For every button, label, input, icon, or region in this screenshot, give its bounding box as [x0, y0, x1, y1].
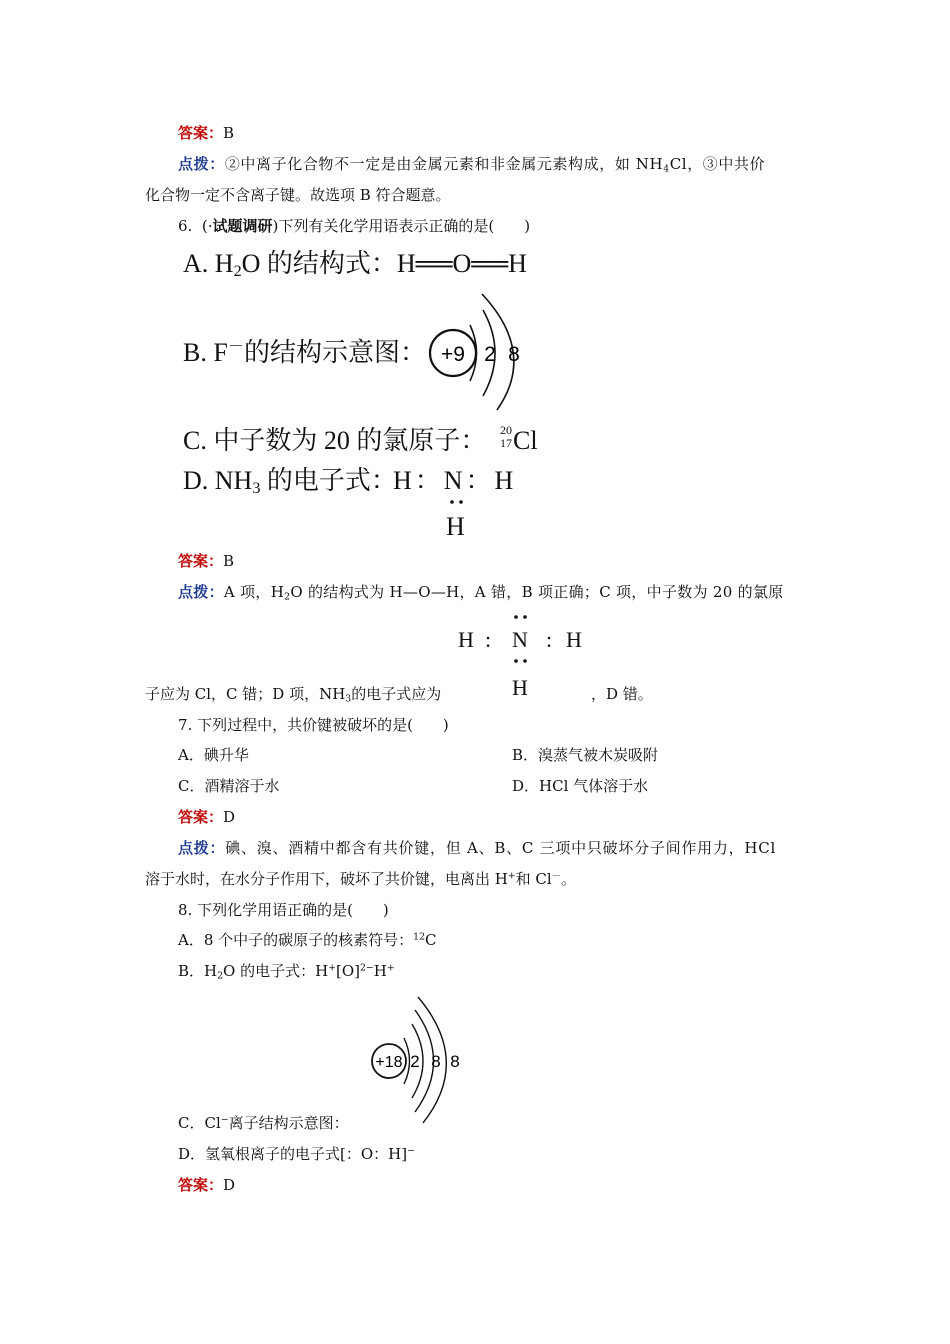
- q5-tip-text: ②中离子化合物不一定是由金属元素和非金属元素构成，如 NH: [224, 155, 664, 173]
- q6-stem-text: )下列有关化学用语表示正确的是( ): [272, 217, 531, 235]
- q6-option-a-post: O 的结构式：H══O══H: [241, 249, 527, 278]
- answer-label: 答案：: [178, 808, 224, 826]
- q5-answer: B: [223, 124, 235, 142]
- q7-tip-text-a: 溶于水时，在水分子作用下，破坏了共价键，电离出 H: [145, 870, 508, 888]
- q6-paren: (·: [201, 217, 213, 235]
- tip-label: 点拨：: [178, 155, 225, 173]
- dot: [523, 659, 527, 663]
- chlorine-nuclide-numbers: [494, 424, 512, 450]
- q8-option-d-sup: −: [407, 1145, 415, 1157]
- q8-option-a-symbol: C: [425, 931, 437, 949]
- dot: [514, 615, 518, 619]
- fluoride-ion-structure-diagram: [425, 292, 535, 412]
- q6-option-c-text: C. 中子数为 20 的氯原子：: [183, 426, 487, 455]
- q8-option-c: [178, 1113, 349, 1133]
- q8-option-a-text: A．8 个中子的碳原子的核素符号：: [178, 931, 414, 949]
- q6-tip-sub: 2: [284, 591, 291, 603]
- q8-option-c-text-b: 离子结构示意图：: [228, 1114, 349, 1132]
- q7-tip-line-1: [178, 838, 776, 858]
- q8-option-a-sup: 12: [413, 931, 425, 943]
- q8-option-b-text: B．H: [178, 962, 218, 980]
- q6-option-b-pre: B. F: [183, 338, 228, 367]
- q5-tip-line-2: 化合物一定不含离子键。故选项 B 符合题意。: [145, 186, 451, 204]
- lone-pair-dots: [448, 495, 468, 509]
- q8-option-b-sup-2: 2−: [360, 962, 374, 974]
- q8-option-b: [178, 961, 395, 981]
- q7-answer-line: [178, 807, 235, 827]
- q7-option-d: D．HCl 气体溶于水: [512, 777, 649, 795]
- q6-answer: B: [223, 552, 235, 570]
- q6-tip-line-1: [178, 582, 784, 602]
- q6-answer-line: [178, 551, 234, 571]
- nucleus-charge: +18: [375, 1054, 403, 1071]
- q6-option-c: [183, 426, 486, 456]
- q6-option-a: [183, 249, 527, 279]
- dot: [523, 615, 527, 619]
- tip-formula-n: N: [512, 627, 528, 652]
- dot: [459, 500, 463, 504]
- q6-tip-text-a: A 项，H: [223, 583, 285, 601]
- q7-option-c: C．酒精溶于水: [178, 777, 280, 795]
- nucleus-charge: +9: [441, 343, 465, 366]
- q6-option-b: [183, 338, 426, 368]
- dot: [514, 659, 518, 663]
- shell-electrons-1: 2: [484, 343, 496, 366]
- shell-electrons-2: 8: [431, 1052, 441, 1071]
- q7-tip-text: 碘、溴、酒精中都含有共价键，但 A、B、C 三项中只破坏分子间作用力，HCl: [225, 839, 776, 857]
- q6-tip-sub-2: 3: [345, 693, 352, 705]
- tip-formula-colon-right: :: [546, 627, 553, 652]
- q8-option-b-sup-1: +: [328, 962, 336, 974]
- q8-option-b-h: H: [373, 962, 387, 980]
- q6-tip-text-d: 的电子式应为: [351, 685, 442, 703]
- q7-option-a: A．碘升华: [178, 746, 249, 764]
- q6-stem: [178, 216, 530, 236]
- shell-electrons-3: 8: [450, 1052, 460, 1071]
- q8-option-a: [178, 930, 436, 950]
- q7-tip-text-b: 和 Cl: [515, 870, 552, 888]
- ammonia-electron-formula: H：N：H: [393, 466, 517, 495]
- q8-option-b-text-b: O 的电子式：H: [223, 962, 329, 980]
- ammonia-bottom-h: H: [446, 512, 465, 541]
- tip-formula-h-right: H: [566, 627, 582, 652]
- q6-number: 6.: [178, 217, 193, 235]
- chloride-ion-structure-diagram: [368, 996, 468, 1124]
- q6-tip-text-c: 子应为 Cl，C 错；D 项，NH: [145, 685, 346, 703]
- answer-label: 答案：: [178, 552, 224, 570]
- q8-option-b-sup-3: +: [386, 962, 395, 974]
- q7-answer: D: [223, 808, 236, 826]
- q7-tip-line-2: [145, 869, 576, 889]
- chlorine-symbol: Cl: [513, 426, 538, 455]
- dot: [450, 500, 454, 504]
- q6-tip-line-2-end: ，D 错。: [591, 685, 653, 703]
- q8-answer: D: [223, 1176, 236, 1194]
- q6-option-d-pre: D. NH: [183, 466, 253, 495]
- q8-option-d: [178, 1144, 415, 1164]
- q6-tag: 试题调研: [212, 217, 273, 235]
- q8-option-c-text: C．Cl: [178, 1114, 221, 1132]
- q6-option-b-sup: －: [227, 338, 244, 356]
- tip-label: 点拨：: [178, 583, 224, 601]
- q6-tip-line-2: [145, 684, 441, 704]
- tip-label: 点拨：: [178, 839, 226, 857]
- q6-option-d-post: 的电子式：: [260, 466, 397, 495]
- q8-option-c-sup: −: [220, 1114, 229, 1126]
- shell-electrons-1: 2: [410, 1052, 420, 1071]
- answer-label: 答案：: [178, 1176, 224, 1194]
- q6-option-b-post: 的结构示意图：: [243, 338, 426, 367]
- tip-formula-bottom-h: H: [512, 675, 528, 700]
- q8-option-b-sub: 2: [217, 970, 224, 982]
- tip-formula-dots: [512, 613, 536, 673]
- q7-tip-text-c: 。: [561, 870, 577, 888]
- q8-answer-line: [178, 1175, 235, 1195]
- q5-tip-sub: 4: [663, 163, 670, 175]
- q8-option-d-text: D．氢氧根离子的电子式[：O：H]: [178, 1145, 408, 1163]
- mass-number: 20: [500, 423, 512, 437]
- atomic-number: 17: [500, 436, 512, 450]
- q5-tip-line-1: [178, 154, 765, 174]
- q5-answer-line: [178, 123, 234, 143]
- q7-option-b: B．溴蒸气被木炭吸附: [512, 746, 659, 764]
- q7-stem: 7. 下列过程中，共价键被破坏的是( ): [178, 716, 449, 734]
- shell-electrons-2: 8: [508, 343, 520, 366]
- q6-option-a-sub: 2: [233, 263, 242, 281]
- q5-tip-text-b: Cl，③中共价: [669, 155, 766, 173]
- q8-stem: 8. 下列化学用语正确的是( ): [178, 901, 389, 919]
- q6-option-d-sub: 3: [252, 480, 261, 498]
- q6-option-a-pre: A. H: [183, 249, 234, 278]
- q6-option-d: [183, 466, 397, 496]
- q8-option-b-bracket: [O]: [335, 962, 360, 980]
- answer-label: 答案：: [178, 124, 224, 142]
- tip-formula-h-left: H: [458, 627, 474, 652]
- q7-tip-sup-2: －: [551, 870, 562, 882]
- q7-tip-sup-1: +: [507, 870, 516, 882]
- tip-formula-colon-left: :: [485, 627, 492, 652]
- q6-tip-text-b: O 的结构式为 H—O—H，A 错，B 项正确；C 项，中子数为 20 的氯原: [290, 583, 784, 601]
